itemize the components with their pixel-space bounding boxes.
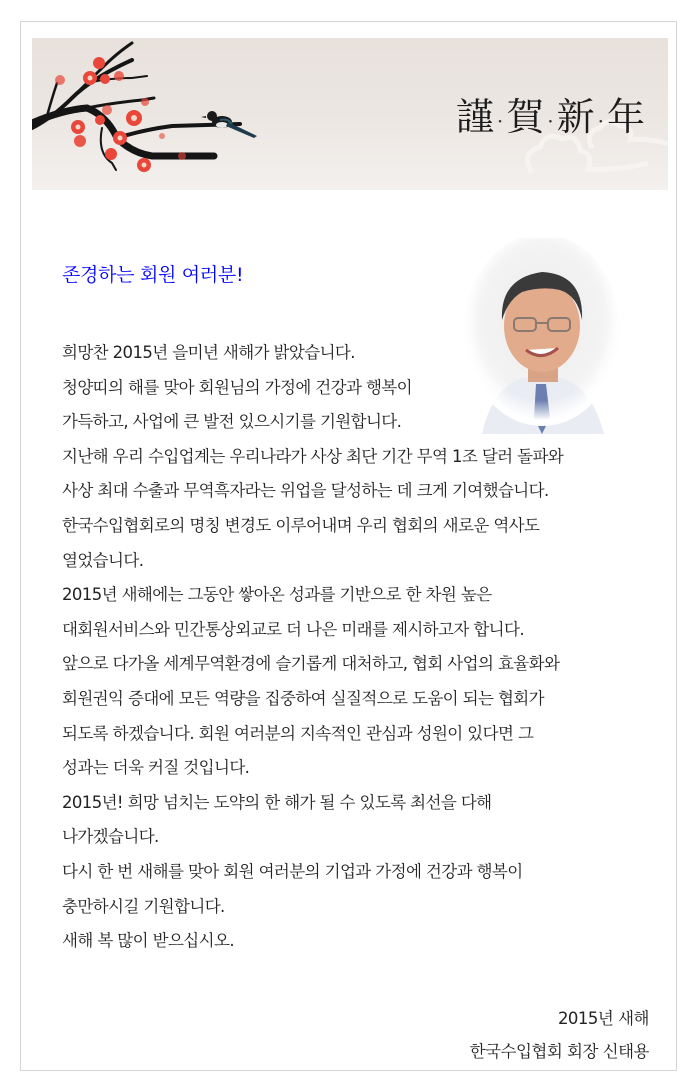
letter-card: [20, 21, 677, 1071]
signature-block: [470, 1002, 649, 1068]
body-line: 나가겠습니다.: [62, 827, 159, 847]
new-year-banner: [32, 38, 668, 190]
body-line: 되도록 하겠습니다. 회원 여러분의 지속적인 관심과 성원이 있다면 그: [62, 723, 534, 743]
body-line: 다시 한 번 새해를 맞아 회원 여러분의 기업과 가정에 건강과 행복이: [62, 861, 523, 881]
banner-char: 年: [606, 95, 646, 139]
banner-separator: ·: [496, 108, 505, 133]
banner-separator: ·: [547, 108, 555, 133]
signature-author: 한국수입협회 회장 신태용: [469, 1042, 649, 1061]
body-line: 가득하고, 사업에 큰 발전 있으시기를 기원합니다.: [62, 412, 402, 432]
banner-char: 謹: [455, 95, 495, 139]
banner-title: [456, 86, 646, 141]
banner-separator: ·: [597, 108, 605, 133]
body-line: 청양띠의 해를 맞아 회원님의 가정에 건강과 행복이: [62, 377, 412, 397]
body-line: 대회원서비스와 민간통상외교로 더 나은 미래를 제시하고자 합니다.: [62, 619, 525, 639]
body-line: 앞으로 다가올 세계무역환경에 슬기롭게 대처하고, 협회 사업의 효율화와: [62, 654, 560, 674]
signature-date: 2015년 새해: [557, 1009, 649, 1028]
body-line: 2015년! 희망 넘치는 도약의 한 해가 될 수 있도록 최선을 다해: [62, 792, 492, 812]
body-line: 희망찬 2015년 을미년 새해가 밝았습니다.: [62, 343, 355, 362]
banner-char: 賀: [506, 95, 546, 139]
letter-body: [62, 336, 662, 959]
body-line: 성과는 더욱 커질 것입니다.: [62, 758, 250, 778]
body-line: 회원권익 증대에 모든 역량을 집중하여 실질적으로 도움이 되는 협회가: [62, 688, 544, 708]
body-line: 열었습니다.: [62, 550, 144, 570]
body-line: 사상 최대 수출과 무역흑자라는 위업을 달성하는 데 크게 기여했습니다.: [62, 481, 549, 501]
body-line: 새해 복 많이 받으십시오.: [62, 931, 234, 951]
banner-char: 新: [556, 95, 596, 139]
greeting-heading: 존경하는 회원 여러분!: [62, 264, 244, 286]
body-line: 지난해 우리 수입업계는 우리나라가 사상 최단 기간 무역 1조 달러 돌파와: [62, 446, 564, 466]
body-line: 한국수입협회로의 명칭 변경도 이루어내며 우리 협회의 새로운 역사도: [62, 515, 540, 535]
body-line: 충만하시길 기원합니다.: [62, 896, 225, 916]
body-line: 2015년 새해에는 그동안 쌓아온 성과를 기반으로 한 차원 높은: [62, 585, 492, 605]
